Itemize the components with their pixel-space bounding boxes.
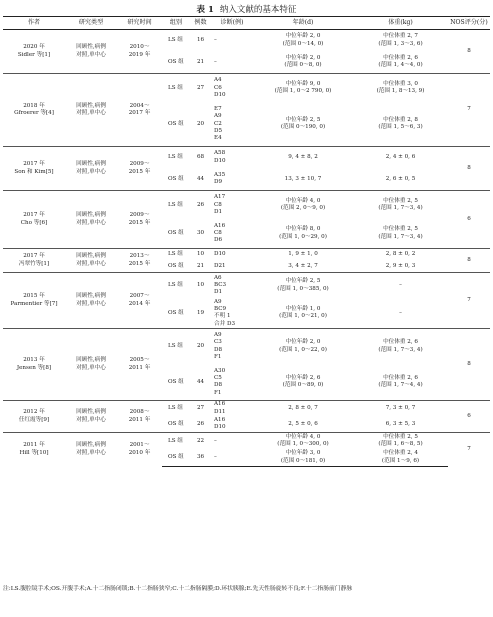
group-weight: 中位体重 2, 5 (范围 1, 6～8, 5) bbox=[353, 433, 448, 450]
group-weight: 中位体重 3, 0 (范围 1, 8～13, 9) bbox=[353, 74, 448, 103]
col-author: 作者 bbox=[3, 17, 65, 30]
group-age: 2, 8 ± 0, 7 bbox=[253, 401, 353, 417]
study-period: 2013～ 2015 年 bbox=[117, 249, 162, 273]
study-period: 2001～ 2010 年 bbox=[117, 433, 162, 467]
group-name: LS 组 bbox=[162, 147, 190, 169]
study-nos: 7 bbox=[448, 74, 490, 147]
group-diagnosis: A16 D11 bbox=[211, 401, 253, 417]
study-period: 2004～ 2017 年 bbox=[117, 74, 162, 147]
group-name: LS 组 bbox=[162, 191, 190, 220]
group-age: 中位年龄 2, 0 (范围 1, 0～22, 0) bbox=[253, 329, 353, 365]
group-weight: 2, 9 ± 0, 3 bbox=[385, 262, 416, 269]
group-name: OS 组 bbox=[168, 58, 184, 65]
study-author: 2017 年 冯翠竹等[1] bbox=[3, 249, 65, 273]
group-n: 26 bbox=[196, 420, 205, 427]
group-weight: 7, 3 ± 0, 7 bbox=[353, 401, 448, 417]
study-type: 回顾性,病例 对照,单中心 bbox=[65, 74, 117, 147]
col-group: 组别 bbox=[162, 17, 190, 30]
group-name: LS 组 bbox=[162, 249, 190, 261]
study-period: 2009～ 2015 年 bbox=[117, 191, 162, 249]
table-row bbox=[3, 433, 490, 450]
study-type: 回顾性,病例 对照,单中心 bbox=[65, 401, 117, 433]
group-n: 26 bbox=[190, 191, 211, 220]
group-diagnosis: E7 A9 C2 D5 E4 bbox=[214, 106, 223, 142]
table-row bbox=[3, 147, 490, 169]
group-diagnosis: D10 bbox=[211, 249, 253, 261]
table-row bbox=[3, 30, 490, 52]
study-type: 回顾性,病例 对照,单中心 bbox=[65, 273, 117, 329]
group-name: LS 组 bbox=[162, 74, 190, 103]
group-name: OS 组 bbox=[168, 120, 184, 127]
group-n: 27 bbox=[190, 401, 211, 417]
group-n: 36 bbox=[190, 450, 211, 467]
group-name: OS 组 bbox=[162, 450, 190, 467]
group-age: 9, 4 ± 8, 2 bbox=[253, 147, 353, 169]
col-weight: 体重(kg) bbox=[353, 17, 448, 30]
study-period: 2007～ 2014 年 bbox=[117, 273, 162, 329]
group-diagnosis: A17 C8 D1 bbox=[211, 191, 253, 220]
group-age: 中位年龄 2, 0 (范围 0～8, 0) bbox=[284, 54, 322, 69]
group-weight: 2, 6 ± 0, 5 bbox=[385, 175, 416, 182]
group-age: 中位年龄 2, 5 (范围 1, 0～385, 0) bbox=[253, 273, 353, 299]
caption-label: 表 1 bbox=[196, 5, 214, 15]
characteristics-table bbox=[3, 16, 490, 467]
group-diagnosis: A6 BC3 D1 bbox=[211, 273, 253, 299]
group-diagnosis: A35 D9 bbox=[214, 171, 226, 186]
table-row bbox=[3, 191, 490, 220]
group-diagnosis: A16 D10 bbox=[214, 416, 226, 431]
group-diagnosis: A30 C5 D8 F1 bbox=[214, 367, 226, 396]
group-weight: – bbox=[399, 309, 402, 316]
col-age: 年龄(d) bbox=[253, 17, 353, 30]
group-age: 3, 4 ± 2, 7 bbox=[288, 262, 318, 269]
study-period: 2008～ 2011 年 bbox=[117, 401, 162, 433]
group-name: OS 组 bbox=[168, 262, 184, 269]
study-period: 2009～ 2015 年 bbox=[117, 147, 162, 191]
group-age: 中位年龄 4, 0 (范围 1, 0～300, 0) bbox=[253, 433, 353, 450]
group-weight: 中位体重 2, 6 (范围 1, 7～3, 4) bbox=[353, 329, 448, 365]
group-weight: 2, 4 ± 0, 6 bbox=[353, 147, 448, 169]
study-type: 回顾性,病例 对照,单中心 bbox=[65, 30, 117, 74]
group-age: 13, 3 ± 10, 7 bbox=[284, 175, 322, 182]
study-period: 2010～ 2019 年 bbox=[117, 30, 162, 74]
group-diagnosis: A16 C8 D6 bbox=[214, 222, 226, 244]
study-period: 2005～ 2011 年 bbox=[117, 329, 162, 401]
group-name: OS 组 bbox=[168, 378, 184, 385]
group-diagnosis: – bbox=[211, 450, 253, 467]
table-caption bbox=[0, 3, 493, 15]
group-weight: 中位体重 2, 6 (范围 1, 7～4, 4) bbox=[378, 374, 423, 389]
group-diagnosis: A9 BC9 不明 1 合并 D3 bbox=[214, 298, 236, 327]
col-nos: NOS评分(分) bbox=[448, 17, 490, 30]
table-row bbox=[3, 273, 490, 299]
study-nos: 8 bbox=[448, 30, 490, 74]
group-n: 68 bbox=[190, 147, 211, 169]
group-weight: 中位体重 2, 5 (范围 1, 7～3, 4) bbox=[353, 191, 448, 220]
group-age: 中位年龄 9, 0 (范围 1, 0～2 790, 0) bbox=[253, 74, 353, 103]
col-diagnosis: 诊断(例) bbox=[211, 17, 253, 30]
group-age: 1, 9 ± 1, 0 bbox=[253, 249, 353, 261]
study-author: 2017 年 Cho 等[6] bbox=[3, 191, 65, 249]
group-name: LS 组 bbox=[162, 273, 190, 299]
group-name: LS 组 bbox=[162, 329, 190, 365]
group-diagnosis: – bbox=[211, 30, 253, 52]
group-n: 16 bbox=[190, 30, 211, 52]
study-author: 2020 年 Sidler 等[1] bbox=[3, 30, 65, 74]
group-age: 中位年龄 8, 0 (范围 1, 0～29, 0) bbox=[279, 226, 327, 240]
table-row bbox=[3, 249, 490, 261]
group-diagnosis: D21 bbox=[214, 262, 226, 269]
group-name: LS 组 bbox=[162, 30, 190, 52]
group-name: OS 组 bbox=[168, 309, 184, 316]
group-diagnosis: A9 C3 D8 F1 bbox=[211, 329, 253, 365]
group-diagnosis: – bbox=[214, 58, 217, 65]
study-nos: 7 bbox=[448, 273, 490, 329]
group-n: 30 bbox=[196, 230, 205, 237]
group-diagnosis: – bbox=[211, 433, 253, 450]
study-nos: 6 bbox=[448, 191, 490, 249]
study-author: 2018 年 Gfroerer 等[4] bbox=[3, 74, 65, 147]
group-diagnosis: A4 C6 D10 bbox=[211, 74, 253, 103]
group-age: 2, 5 ± 0, 6 bbox=[288, 420, 318, 427]
group-name: OS 组 bbox=[168, 420, 184, 427]
group-age: 中位年龄 2, 6 (范围 0～89, 0) bbox=[282, 374, 324, 389]
study-author: 2017 年 Son 和 Kim[5] bbox=[3, 147, 65, 191]
table-row bbox=[3, 74, 490, 103]
group-n: 44 bbox=[196, 378, 205, 385]
group-n: 27 bbox=[190, 74, 211, 103]
study-nos: 8 bbox=[448, 147, 490, 191]
study-author: 2013 年 Jensen 等[8] bbox=[3, 329, 65, 401]
group-name: OS 组 bbox=[168, 230, 184, 237]
col-n: 例数 bbox=[190, 17, 211, 30]
caption-text: 纳入文献的基本特征 bbox=[219, 5, 297, 15]
col-type: 研究类型 bbox=[65, 17, 117, 30]
group-n: 22 bbox=[190, 433, 211, 450]
study-nos: 8 bbox=[448, 329, 490, 401]
study-nos: 6 bbox=[448, 401, 490, 433]
group-n: 10 bbox=[190, 249, 211, 261]
group-n: 21 bbox=[196, 58, 205, 65]
group-diagnosis: A58 D10 bbox=[211, 147, 253, 169]
group-name: LS 组 bbox=[162, 401, 190, 417]
study-author: 2015 年 Parmentier 等[7] bbox=[3, 273, 65, 329]
study-type: 回顾性,病例 对照,单中心 bbox=[65, 433, 117, 467]
group-n: 21 bbox=[196, 262, 205, 269]
group-name: OS 组 bbox=[168, 175, 184, 182]
group-n: 44 bbox=[196, 175, 205, 182]
group-weight: 中位体重 2, 6 (范围 1, 4～4, 0) bbox=[378, 54, 423, 69]
group-weight: 中位体重 2, 5 (范围 1, 7～3, 4) bbox=[378, 226, 423, 240]
study-type: 回顾性,病例 对照,单中心 bbox=[65, 147, 117, 191]
group-weight: – bbox=[353, 273, 448, 299]
study-author: 2011 年 Hill 等[10] bbox=[3, 433, 65, 467]
study-nos: 7 bbox=[448, 433, 490, 467]
group-age: 中位年龄 2, 5 (范围 0～190, 0) bbox=[280, 116, 326, 131]
study-author: 2012 年 任红霞等[9] bbox=[3, 401, 65, 433]
study-nos: 8 bbox=[448, 249, 490, 273]
group-n: 20 bbox=[190, 329, 211, 365]
table-footnote: 注:LS.腹腔镜手术;OS.开腹手术;A.十二指肠闭锁;B.十二指肠狭窄;C.十二指肠隔膜;D.环状胰腺;E.先天性肠旋转不良;F.十二指肠前门静脉 bbox=[3, 586, 353, 592]
group-weight: 2, 8 ± 0, 2 bbox=[353, 249, 448, 261]
group-n: 10 bbox=[190, 273, 211, 299]
table-row bbox=[3, 401, 490, 417]
group-n: 20 bbox=[196, 120, 205, 127]
group-weight: 中位体重 2, 7 (范围 1, 3～3, 6) bbox=[353, 30, 448, 52]
header-row bbox=[3, 17, 490, 30]
group-weight: 中位体重 2, 8 (范围 1, 5～6, 3) bbox=[378, 116, 423, 131]
study-type: 回顾性,病例 对照,单中心 bbox=[65, 329, 117, 401]
col-period: 研究时间 bbox=[117, 17, 162, 30]
study-type: 回顾性,病例 对照,单中心 bbox=[65, 191, 117, 249]
study-type: 回顾性,病例 对照,单中心 bbox=[65, 249, 117, 273]
group-age: 中位年龄 2, 0 (范围 0～14, 0) bbox=[253, 30, 353, 52]
group-weight: 中位体重 2, 4 (范围 1～9, 6) bbox=[353, 450, 448, 467]
group-age: 中位年龄 3, 0 (范围 0～181, 0) bbox=[253, 450, 353, 467]
group-weight: 6, 3 ± 5, 3 bbox=[385, 420, 416, 427]
group-n: 19 bbox=[196, 309, 205, 316]
table-row bbox=[3, 329, 490, 365]
table-body bbox=[3, 30, 490, 467]
group-age: 中位年龄 4, 0 (范围 2, 0～9, 0) bbox=[253, 191, 353, 220]
group-age: 中位年龄 1, 0 (范围 1, 0～21, 0) bbox=[279, 305, 327, 320]
group-name: LS 组 bbox=[162, 433, 190, 450]
